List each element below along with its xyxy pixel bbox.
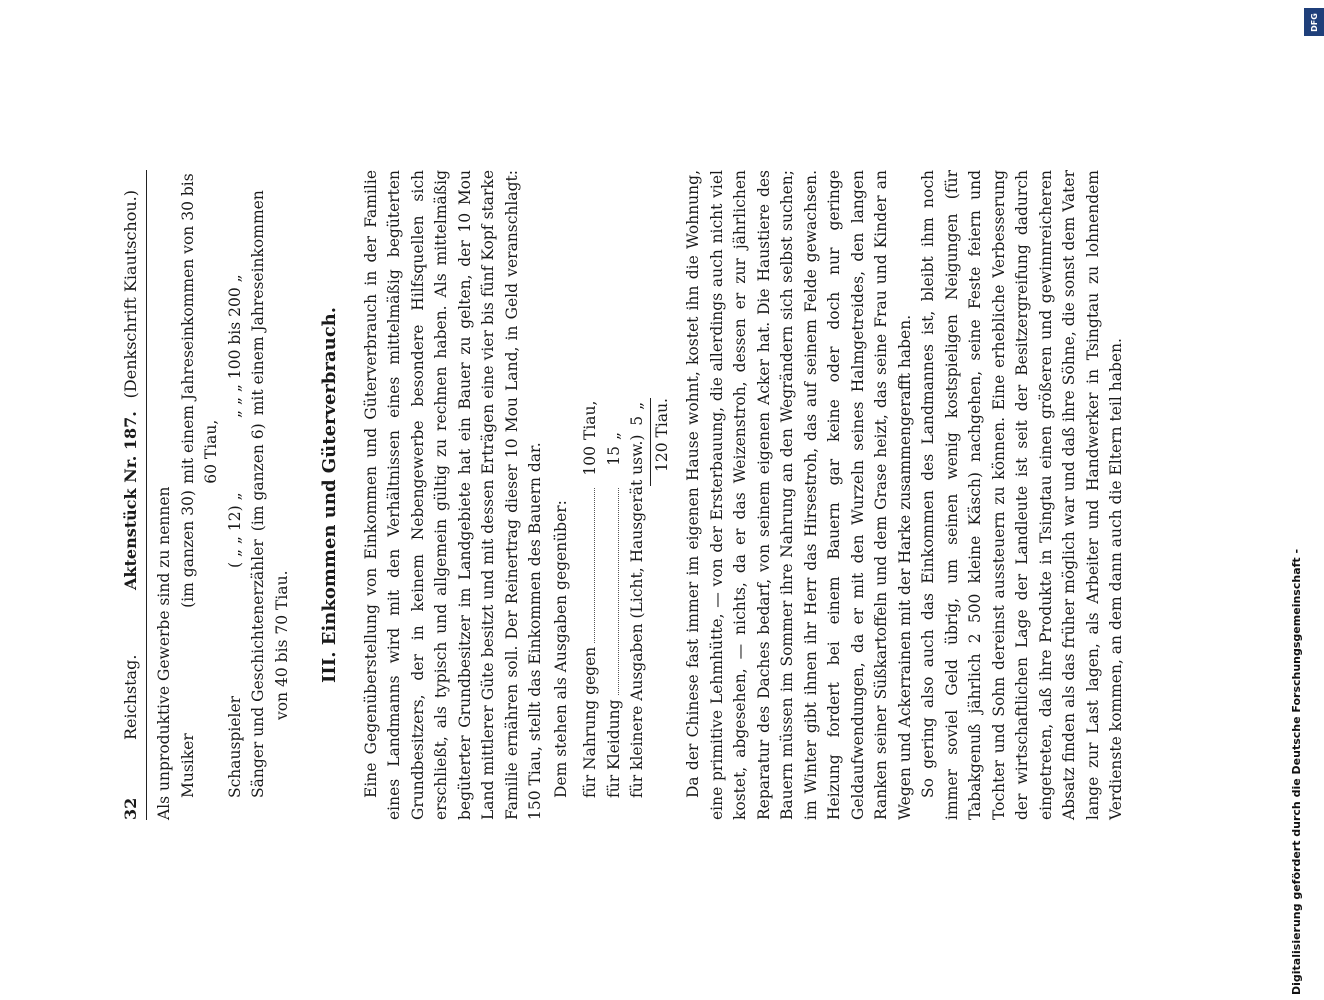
paragraph: Da der Chinese fast immer im eigenen Hause wohnt, kostet ihn die Wohnung, eine primitive Lehmhütte, — von der Ersterbauung, die allerdings auch nicht viel kostet, abgesehen, — nichts, da er das Weizenstroh, dessen er zur jährlichen Reparatur des Daches bedarf, von seinem eigenen Acker hat. Die Haustiere des Bauern müssen im Sommer ihre Nahrung an den Wegrändern sich selbst suchen; im Winter gibt ihnen ihr Herr das Hirsestroh, das auf seinem Felde gewachsen. Heizung fordert bei einem Bauern gar keine oder doch nur geringe Geldaufwendungen, da er mit den Wurzeln seines Halmgetreides, den langen Ranken seiner Süßkartoffeln und dem Grase heizt, das seine Frau und Kinder an Wegen und Ackerrainen mit der Harke zusammengerafft haben. bbox=[684, 170, 914, 820]
dfg-logo bbox=[1304, 8, 1324, 36]
expense-total-row bbox=[650, 398, 675, 798]
section-heading: III. Einkommen und Güterverbrauch. bbox=[319, 306, 340, 684]
document-page bbox=[120, 170, 1129, 820]
intro-block bbox=[153, 170, 294, 820]
digitization-credit: Digitalisierung gefördert durch die Deutsche Forschungsgemeinschaft - bbox=[1290, 548, 1303, 995]
expense-total: 120 Tiau. bbox=[650, 398, 675, 486]
intro-row bbox=[224, 170, 248, 820]
page-number: 32 bbox=[121, 797, 140, 820]
expense-row bbox=[579, 398, 603, 798]
intro-last-line: von 40 bis 70 Tiau. bbox=[272, 570, 291, 720]
header-middle: Aktenstück Nr. 187. bbox=[121, 411, 140, 590]
intro-row bbox=[247, 170, 271, 820]
intro-row-label: Sänger und Geschichtenerzähler bbox=[249, 539, 267, 798]
intro-row-income: mit einem Jahreseinkommen bbox=[249, 190, 267, 416]
intro-row-label: Schauspieler bbox=[225, 695, 244, 798]
expense-value: 15 bbox=[604, 446, 623, 466]
intro-row-count: (im ganzen 30) bbox=[178, 490, 197, 608]
intro-line: Als unproduktive Gewerbe sind zu nennen bbox=[155, 486, 173, 820]
expense-value: 100 bbox=[581, 446, 599, 476]
leader-dots bbox=[594, 488, 595, 643]
expense-unit: „ bbox=[628, 401, 646, 410]
dfg-logo-text: DFG bbox=[1309, 12, 1319, 32]
running-head bbox=[120, 170, 147, 820]
paragraph: Eine Gegenüberstellung von Einkommen und Güterverbrauch in der Familie eines Landmanns wird mit den Verhältnissen eines mittelmäßig begüterten Grundbesitzers, der in keinem Nebengewerbe besondere Hilfsquellen sich erschließt, als typisch und allgemein gültig zu rechnen haben. Als mittelmäßig begüterter Grundbesitzer im Landgebiete hat ein Bauer zu gelten, der 10 Mou Land mittlerer Güte besitzt und mit dessen Erträgen eine vier bis fünf Kopf starke Familie ernähren soll. Der Reinertrag dieser 10 Mou Land, in Geld veranschlagt: 150 Tiau, stellt das Einkommen des Bauern dar. bbox=[361, 170, 544, 820]
header-right: (Denkschrift Kiautschou.) bbox=[121, 190, 140, 399]
intro-row bbox=[177, 170, 224, 820]
expense-label: für kleinere Ausgaben (Licht, Hausgerät usw.) bbox=[628, 434, 646, 798]
expense-value: 5 bbox=[628, 415, 646, 426]
leader-dots bbox=[618, 488, 619, 695]
paragraph: Dem stehen als Ausgaben gegenüber: bbox=[551, 500, 570, 798]
header-left: Reichstag. bbox=[121, 654, 140, 740]
paragraph: So gering also auch das Einkommen des Landmannes ist, bleibt ihm noch immer soviel Geld übrig, um seinen wenig kostspieligen Neigungen (für Tabakgenuß jährlich 2 500 kleine Käsch) nachgehen, seine Feste feiern und Tochter und Sohn dereinst aussteuern zu können. Eine erhebliche Verbesserung der wirtschaftlichen Lage der Landleute ist seit der Besitzergreifung dadurch eingetreten, daß ihre Produkte in Tsingtau einen größeren und gewinnreicheren Absatz finden als das früher möglich war und daß ihre Söhne, die sonst dem Vater lange zur Last lagen, als Arbeiter und Handwerker in Tsingtau zu lohnendem Verdienste kommen, an dem dann auch die Eltern teil haben. bbox=[919, 170, 1125, 820]
expense-row bbox=[626, 398, 650, 798]
expense-label: für Kleidung bbox=[604, 699, 623, 798]
expense-label: für Nahrung gegen bbox=[581, 646, 599, 798]
intro-row-count: ( „ „ 12) „ bbox=[225, 492, 244, 568]
intro-row-label: Musiker bbox=[178, 733, 197, 798]
intro-row-income: „ „ „ 100 bis 200 „ bbox=[225, 274, 244, 418]
expense-unit: „ bbox=[604, 431, 623, 440]
intro-row-income: mit einem Jahreseinkommen von 30 bis 60 Tiau, bbox=[178, 173, 220, 484]
expense-table bbox=[579, 398, 674, 798]
intro-row-count: (im ganzen 6) bbox=[249, 423, 267, 532]
expense-unit: Tiau, bbox=[581, 400, 599, 440]
expense-row bbox=[603, 398, 627, 798]
